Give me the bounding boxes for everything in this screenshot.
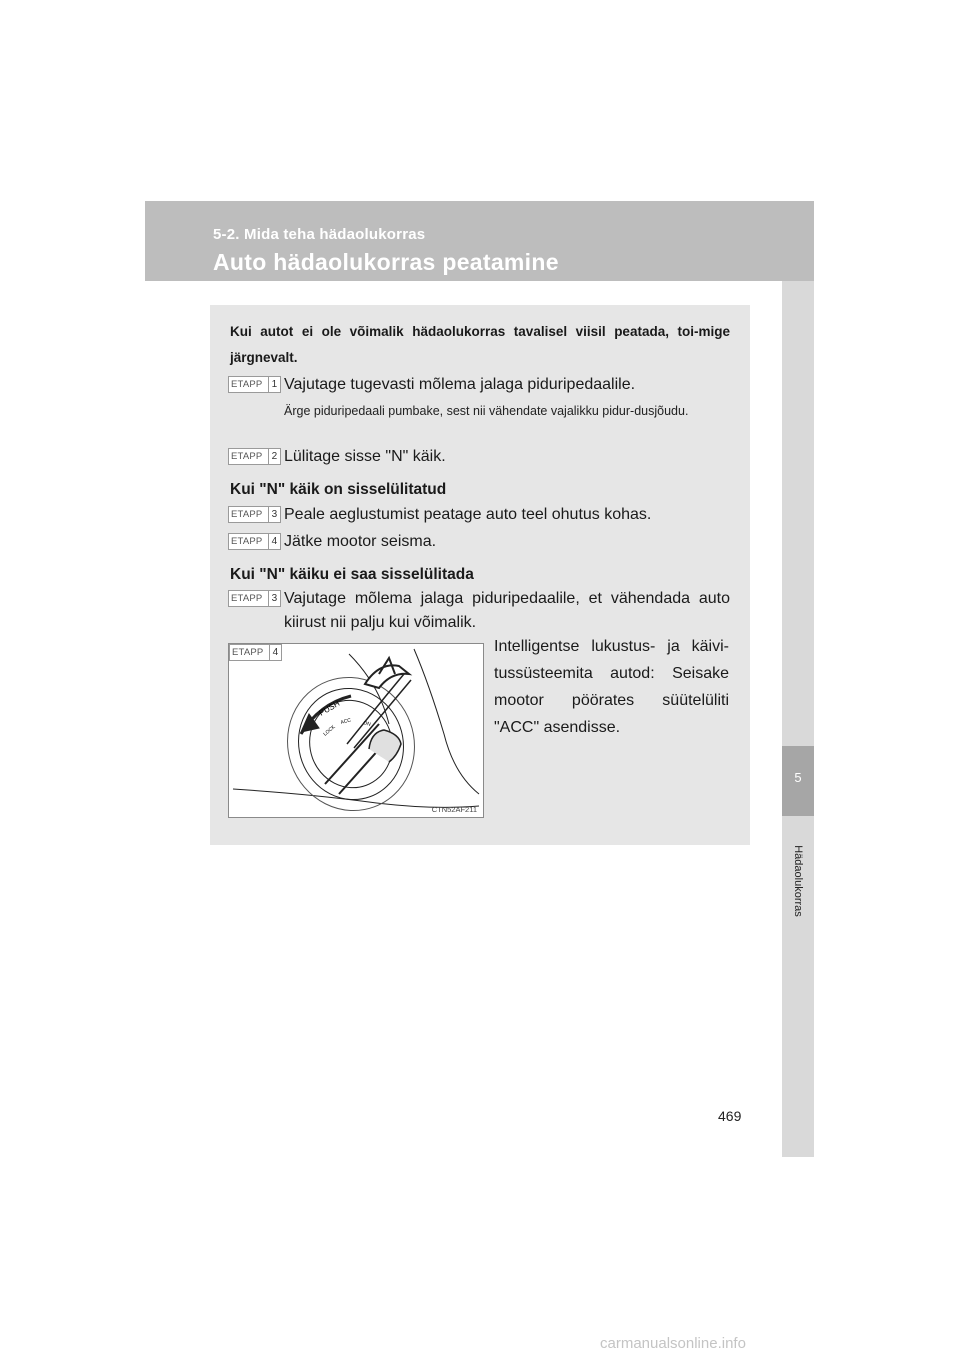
step-4b-text: Intelligentse lukustus- ja käivi-tussüsteemita autod: Seisake mootor pöörates süütelüliti "ACC" asendisse. <box>494 638 729 736</box>
push-label: PUSH <box>317 698 342 718</box>
watermark: carmanualsonline.info <box>600 1335 746 1352</box>
step-label: ETAPP <box>231 509 263 520</box>
step-badge-3b <box>228 590 281 607</box>
step-label: ETAPP <box>231 379 263 390</box>
chapter-sidebar <box>782 281 814 1157</box>
step-badge-1 <box>228 376 281 393</box>
step-1-note: Ärge piduripedaali pumbake, sest nii vähendate vajalikku pidur-dusjõudu. <box>284 404 689 418</box>
step-label: ETAPP <box>231 451 263 462</box>
subhead-n-engaged: Kui "N" käik on sisselülitatud <box>230 481 447 498</box>
step-number: 3 <box>268 507 280 522</box>
chapter-number: 5 <box>794 770 802 785</box>
ignition-key-illustration <box>229 644 483 817</box>
procedure-box <box>210 305 750 845</box>
step-2-text: Lülitage sisse "N" käik. <box>284 448 446 465</box>
chapter-header <box>145 201 814 281</box>
acc-label: ACC <box>339 717 352 726</box>
step-1-text: Vajutage tugevasti mõlema jalaga piduripedaalile. <box>284 376 636 393</box>
figure-code: CTN52AF211 <box>431 805 477 814</box>
step-4a-text: Jätke mootor seisma. <box>284 533 437 550</box>
ignition-figure <box>228 643 484 818</box>
step-label: ETAPP <box>231 593 263 604</box>
step-badge-2 <box>228 448 281 465</box>
subhead-n-not-engaged: Kui "N" käiku ei saa sisselülitada <box>230 566 474 583</box>
on-label: ON <box>362 720 372 728</box>
step-3b-text: Vajutage mõlema jalaga piduripedaalile, et vähendada auto kiirust nii palju kui võimalik. <box>284 590 730 631</box>
chapter-name <box>781 826 815 936</box>
step-label: ETAPP <box>231 536 263 547</box>
step-badge-3a <box>228 506 281 523</box>
chapter-tab[interactable] <box>782 746 814 816</box>
section-label: 5-2. Mida teha hädaolukorras <box>213 226 426 243</box>
step-number: 3 <box>268 591 280 606</box>
step-number: 4 <box>268 534 280 549</box>
lock-label: LOCK <box>322 724 337 738</box>
step-number: 4 <box>269 645 281 660</box>
step-label: ETAPP <box>232 647 264 658</box>
intro-text: Kui autot ei ole võimalik hädaolukorras tavalisel viisil peatada, toi-mige järgnevalt. <box>230 324 730 365</box>
page-title: Auto hädaolukorras peatamine <box>213 249 559 275</box>
step-number: 1 <box>268 377 280 392</box>
step-3a-text: Peale aeglustumist peatage auto teel ohutus kohas. <box>284 506 652 523</box>
page-number: 469 <box>718 1108 742 1124</box>
step-number: 2 <box>268 449 280 464</box>
step-badge-4a <box>228 533 281 550</box>
chapter-name-label: Hädaolukorras <box>792 845 804 917</box>
